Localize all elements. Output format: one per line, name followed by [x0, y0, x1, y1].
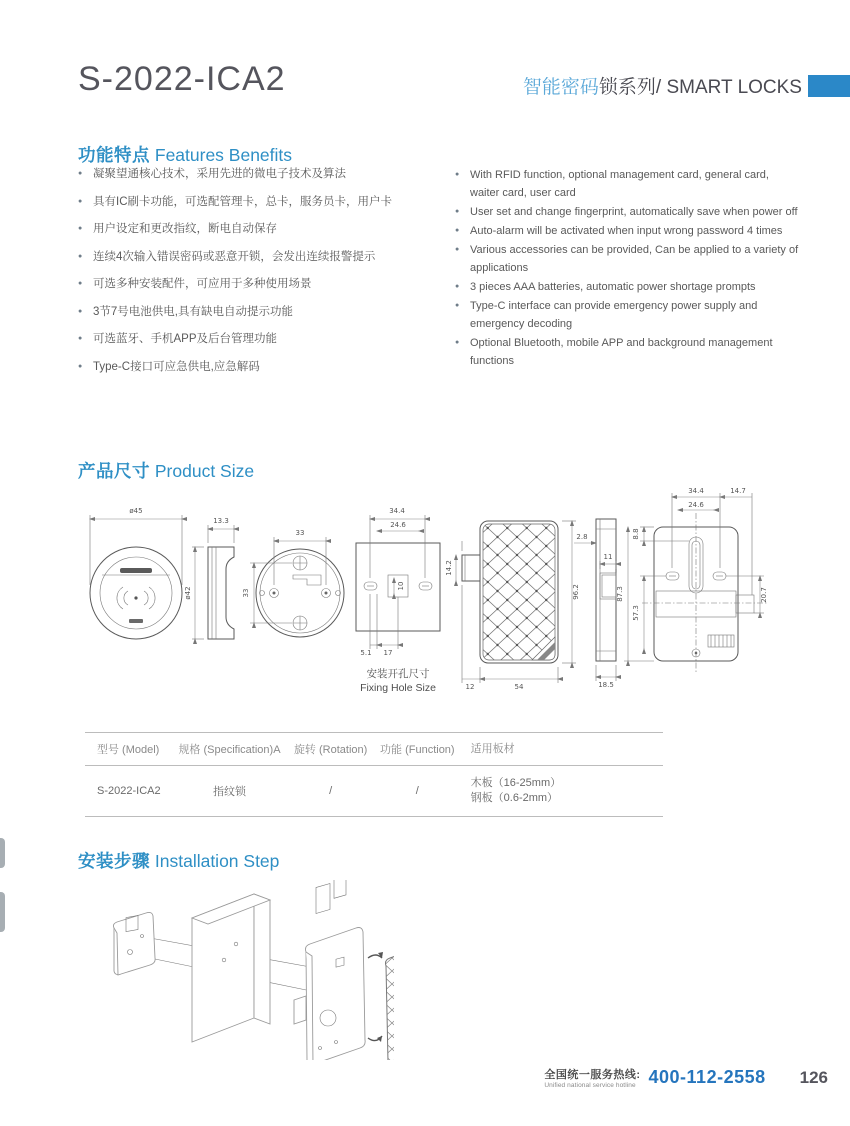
col-header-board: 适用板材 [470, 742, 515, 755]
dim-label: 33 [295, 529, 305, 537]
cell-function: / [415, 785, 419, 797]
dim-label: 14.7 [730, 487, 746, 495]
page-edge-mark [0, 892, 5, 932]
product-size-heading-en: Product Size [154, 461, 255, 481]
dim-label: 11 [603, 553, 613, 561]
drawing-fixing-hole [356, 507, 440, 694]
product-dimension-drawings [88, 483, 794, 701]
section-features-heading [78, 142, 292, 167]
dim-label: 10 [397, 581, 405, 591]
feature-item: ● Type-C接口可应急供电,应急解码 [78, 359, 443, 375]
hotline-group [544, 1066, 765, 1089]
feature-item: ● 3节7号电池供电,具有缺电自动提示功能 [78, 304, 443, 320]
dim-label: 14.2 [445, 560, 453, 576]
series-title-zh: 智能密码 [522, 77, 599, 98]
installation-heading-en: Installation Step [154, 851, 280, 871]
fixing-hole-caption-zh: 安装开孔尺寸 [366, 668, 430, 680]
col-header-specification: 规格 (Specification)A [178, 744, 281, 756]
feature-item: ● 可选蓝牙、手机APP及后台管理功能 [78, 331, 443, 347]
install-reader [113, 912, 155, 975]
series-title [523, 72, 802, 99]
drawing-lock-back [616, 487, 768, 673]
dim-label: 17 [383, 649, 393, 657]
installation-step-drawing [84, 880, 394, 1060]
feature-item: ● 连续4次输入错误密码或恶意开锁，会发出连续报警提示 [78, 249, 443, 265]
dim-label: 57.3 [632, 605, 640, 621]
dim-label: 2.8 [576, 533, 588, 541]
feature-item: ● 用户设定和更改指纹，断电自动保存 [78, 221, 443, 237]
section-product-size-heading [78, 458, 254, 483]
feature-item: ● 凝聚望通核心技术，采用先进的微电子技术及算法 [78, 166, 443, 182]
product-size-heading-zh: 产品尺寸 [78, 461, 150, 481]
dim-label: 54 [514, 683, 524, 691]
hotline-label-zh: 全国统一服务热线: [544, 1069, 641, 1081]
drawing-reader-back [242, 529, 344, 637]
feature-item: ● 3 pieces AAA batteries, automatic power shortage prompts [455, 278, 800, 296]
dim-label: 12 [465, 683, 475, 691]
header-accent-tab [808, 75, 850, 97]
feature-item: ● Various accessories can be provided, Can be applied to a variety of applications [455, 241, 800, 277]
features-heading-en: Features Benefits [154, 145, 293, 165]
feature-item: ● With RFID function, optional management card, general card, waiter card, user card [455, 166, 800, 202]
cell-board-line1: 木板（16-25mm） [470, 777, 562, 789]
features-heading-zh: 功能特点 [78, 145, 150, 165]
install-door-panel [192, 894, 270, 1042]
dim-label: 33 [242, 588, 250, 598]
feature-item: ● 可选多种安装配件，可应用于多种使用场景 [78, 276, 443, 292]
feature-item: ● Type-C interface can provide emergency power supply and emergency decoding [455, 297, 800, 333]
dim-label: ø45 [129, 507, 143, 515]
dim-label: 24.6 [688, 501, 704, 509]
series-title-rest: 锁系列/ SMART LOCKS [598, 77, 802, 98]
drawing-lock-side [574, 519, 616, 689]
spec-table-header-row [85, 732, 663, 766]
features-list-zh [78, 166, 443, 386]
dim-label: 18.5 [598, 681, 614, 689]
dim-label: 20.7 [760, 587, 768, 603]
dim-label: 5.1 [360, 649, 372, 657]
drawing-lock-front [445, 521, 580, 691]
dim-label: 13.3 [213, 517, 229, 525]
feature-item: ● 具有IC刷卡功能，可选配管理卡，总卡，服务员卡，用户卡 [78, 194, 443, 210]
feature-item: ● Optional Bluetooth, mobile APP and background management functions [455, 334, 800, 370]
col-header-rotation: 旋转 (Rotation) [293, 744, 368, 756]
features-list-en [455, 166, 800, 371]
dim-label: 87.3 [616, 586, 624, 602]
cell-specification: 指纹锁 [212, 786, 246, 798]
page-number: 126 [799, 1067, 828, 1087]
drawing-reader-side [184, 517, 234, 639]
install-cover-plate [386, 946, 395, 1061]
cell-model: S-2022-ICA2 [97, 785, 161, 797]
spec-table [85, 732, 663, 817]
dim-label: 24.6 [390, 521, 406, 529]
dim-label: ø42 [184, 586, 192, 600]
hotline-label-en: Unified national service hotline [544, 1082, 636, 1089]
dim-label: 96.2 [572, 584, 580, 600]
section-installation-heading [78, 848, 279, 873]
drawing-reader-front [90, 507, 182, 639]
page-edge-mark [0, 838, 5, 868]
installation-heading-zh: 安装步骤 [78, 851, 150, 871]
feature-item: ● User set and change fingerprint, automatically save when power off [455, 203, 800, 221]
dim-label: 34.4 [688, 487, 704, 495]
feature-item: ● Auto-alarm will be activated when input wrong password 4 times [455, 222, 800, 240]
col-header-function: 功能 (Function) [380, 744, 455, 756]
hotline-label-block [544, 1066, 640, 1089]
cell-rotation: / [329, 785, 333, 797]
fixing-hole-caption-en: Fixing Hole Size [360, 682, 436, 694]
spec-table-row [85, 766, 663, 817]
dim-label: 8.8 [632, 528, 640, 540]
hotline-phone-number: 400-112-2558 [648, 1067, 766, 1087]
cell-board-line2: 钢板（0.6-2mm） [470, 792, 559, 804]
page-title: S-2022-ICA2 [78, 60, 286, 98]
col-header-model: 型号 (Model) [97, 744, 160, 756]
page-footer [0, 1066, 850, 1089]
dim-label: 34.4 [389, 507, 405, 515]
cell-board [461, 776, 663, 806]
install-lock-body [294, 880, 365, 1060]
